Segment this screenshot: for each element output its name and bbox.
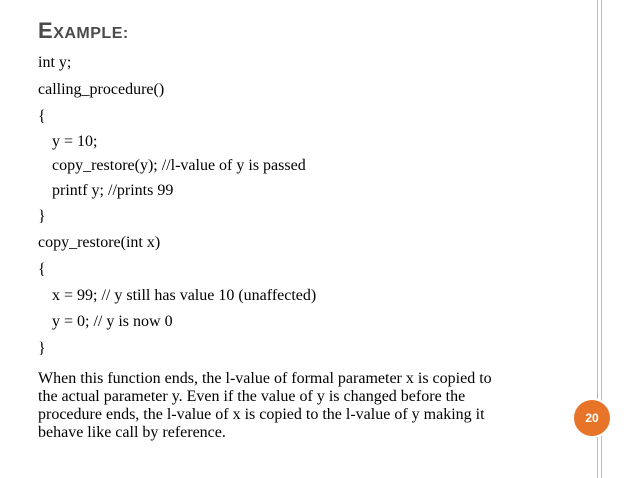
slide-title: [38, 20, 129, 42]
code-line: int y;: [38, 54, 72, 71]
code-line: {: [38, 261, 46, 278]
paragraph-line: procedure ends, the l-value of x is copied to the l-value of y making it: [38, 406, 485, 423]
code-line: }: [38, 208, 46, 225]
explanation-paragraph: [38, 370, 558, 442]
paragraph-line: the actual parameter y. Even if the value of y is changed before the: [38, 388, 466, 405]
code-line: copy_restore(y); //l-value of y is passed: [52, 157, 306, 174]
page-number-badge: 20: [572, 398, 612, 438]
code-line: }: [38, 340, 46, 357]
code-line: printf y; //prints 99: [52, 182, 174, 199]
code-line: y = 10;: [52, 133, 98, 150]
code-line: copy_restore(int x): [38, 234, 161, 251]
code-line: calling_procedure(): [38, 81, 165, 98]
title-rest: XAMPLE:: [53, 25, 129, 42]
paragraph-line: When this function ends, the l-value of formal parameter x is copied to: [38, 370, 492, 387]
code-line: {: [38, 108, 46, 125]
code-line: x = 99; // y still has value 10 (unaffected): [52, 287, 317, 304]
code-line: y = 0; // y is now 0: [52, 313, 173, 330]
paragraph-line: behave like call by reference.: [38, 424, 226, 441]
title-first-letter: E: [38, 18, 54, 43]
